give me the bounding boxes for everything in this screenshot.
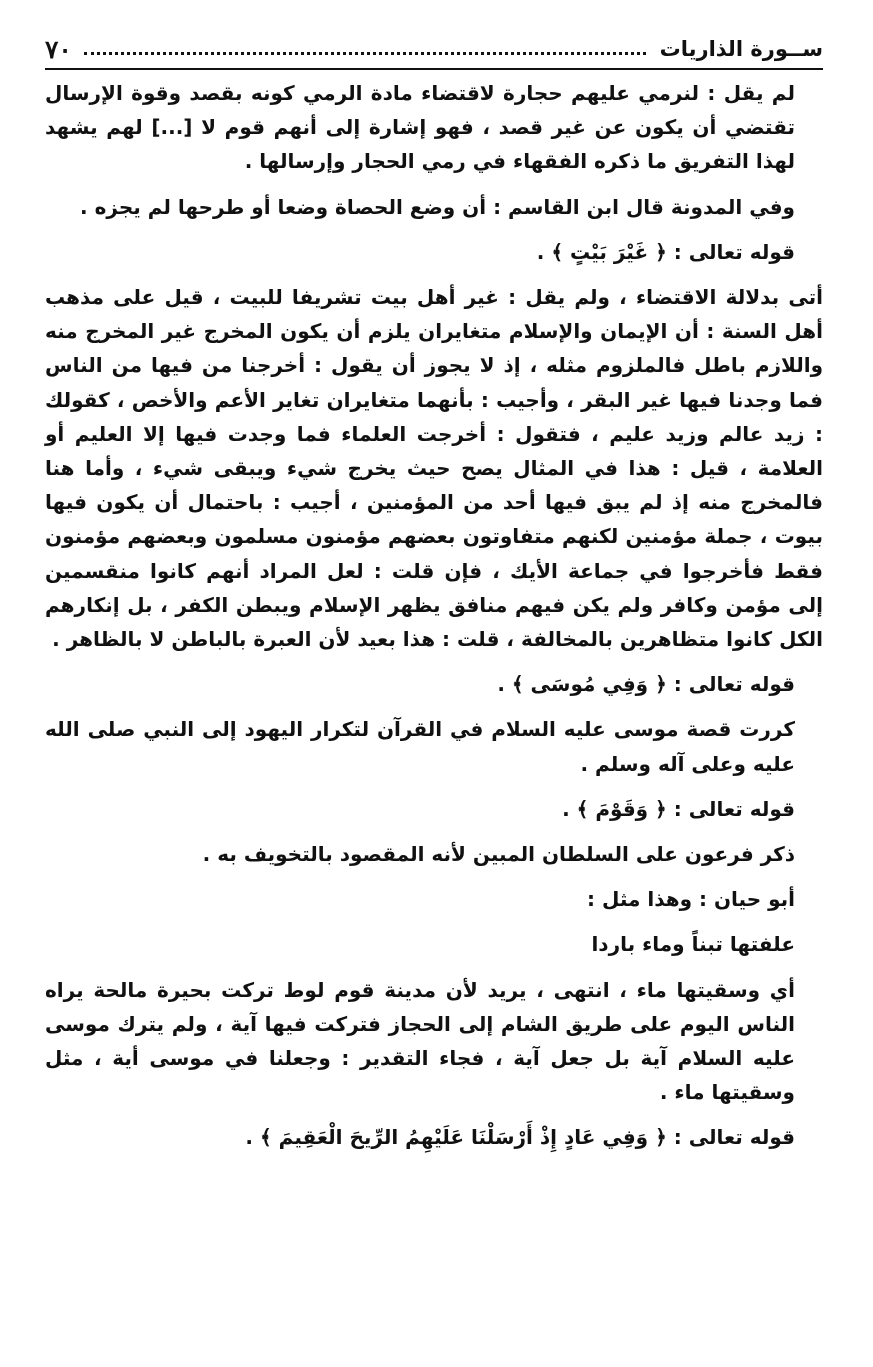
running-title — [74, 37, 823, 61]
paragraph-3: أتى بدلالة الاقتضاء ، ولم يقل : غير أهل بيت تشريفا للبيت ، قيل على مذهب أهل السنة : أن الإيمان والإسلام متغايران يلزم أن يكون المخرج غير المخرج منه واللازم باطل فالملزوم مثله ، إذ لا يجوز أن يقول : أخرجنا من فيها من الناس فما وجدنا فيها غير البقر ، وأجيب : بأنهما متغايران تغاير الأعم والأخص ، كقولك : زيد عالم وزيد عليم ، فتقول : أخرجت العلماء فما وجدت فيها إلا العليم أو العلامة ، قيل : هذا في المثال يصح حيث يخرج شيء ويبقى شيء ، وأما هنا فالمخرج منه إذ لم يبق فيها أحد من المؤمنين ، أجيب : باحتمال أن يكون فيها بيوت ، جملة مؤمنين لكنهم متفاوتون بعضهم مؤمنون مسلمون وبعضهم مؤمنون فقط فأخرجوا في جماعة الأيك ، فإن قلت : لعل المراد أنهم كانوا منقسمين إلى مؤمن وكافر ولم يكن فيهم منافق يظهر الإسلام ويبطن الكفر ، بل إنكارهم الكل كانوا متظاهرين بالمخالفة ، قلت : هذا بعيد لأن العبرة بالباطن لا بالظاهر . — [45, 285, 823, 652]
page-header — [45, 30, 823, 70]
page-body — [45, 76, 823, 1155]
paragraph-2: وفي المدونة قال ابن القاسم : أن وضع الحصاة وضعا أو طرحها لم يجزه . — [80, 194, 795, 219]
dotted-leader — [84, 52, 646, 55]
poetry-line: علفتها تبناً وماء باردا — [591, 932, 795, 957]
page-number: ٧٠ — [45, 34, 72, 64]
surah-title: ســورة الذاريات — [659, 37, 823, 61]
paragraph-5: ذكر فرعون على السلطان المبين لأنه المقصود بالتخويف به . — [202, 842, 795, 867]
verse-quote-1: قوله تعالى : ﴿ غَيْرَ بَيْتٍ ﴾ . — [536, 239, 795, 264]
paragraph-7: أي وسقيتها ماء ، انتهى ، يريد لأن مدينة قوم لوط تركت بحيرة مالحة يراه الناس اليوم على طريق الشام إلى الحجاز فتركت فيها آية ، ولم يترك موسى عليه السلام آية بل جعل آية ، فجاء التقدير : وجعلنا في موسى أية ، مثل وسقيتها ماء . — [45, 977, 795, 1105]
book-page — [45, 30, 823, 1350]
verse-quote-3: قوله تعالى : ﴿ وَقَوْمَ ﴾ . — [562, 796, 795, 821]
verse-quote-2: قوله تعالى : ﴿ وَفِي مُوسَى ﴾ . — [497, 672, 795, 697]
paragraph-4: كررت قصة موسى عليه السلام في القرآن لتكرار اليهود إلى النبي صلى الله عليه وعلى آله وسلم . — [45, 717, 795, 776]
verse-quote-4: قوله تعالى : ﴿ وَفِي عَادٍ إِذْ أَرْسَلْنَا عَلَيْهِمُ الرِّيحَ الْعَقِيمَ ﴾ . — [245, 1125, 795, 1150]
paragraph-6: أبو حيان : وهذا مثل : — [587, 887, 795, 912]
paragraph-1: لم يقل : لنرمي عليهم حجارة لاقتضاء مادة الرمي كونه بقصد وقوة الإرسال تقتضي أن يكون عن غير قصد ، فهو إشارة إلى أنهم قوم لا [...] لهم يشهد لهذا التفريق ما ذكره الفقهاء في رمي الحجار وإرسالها . — [45, 81, 795, 174]
